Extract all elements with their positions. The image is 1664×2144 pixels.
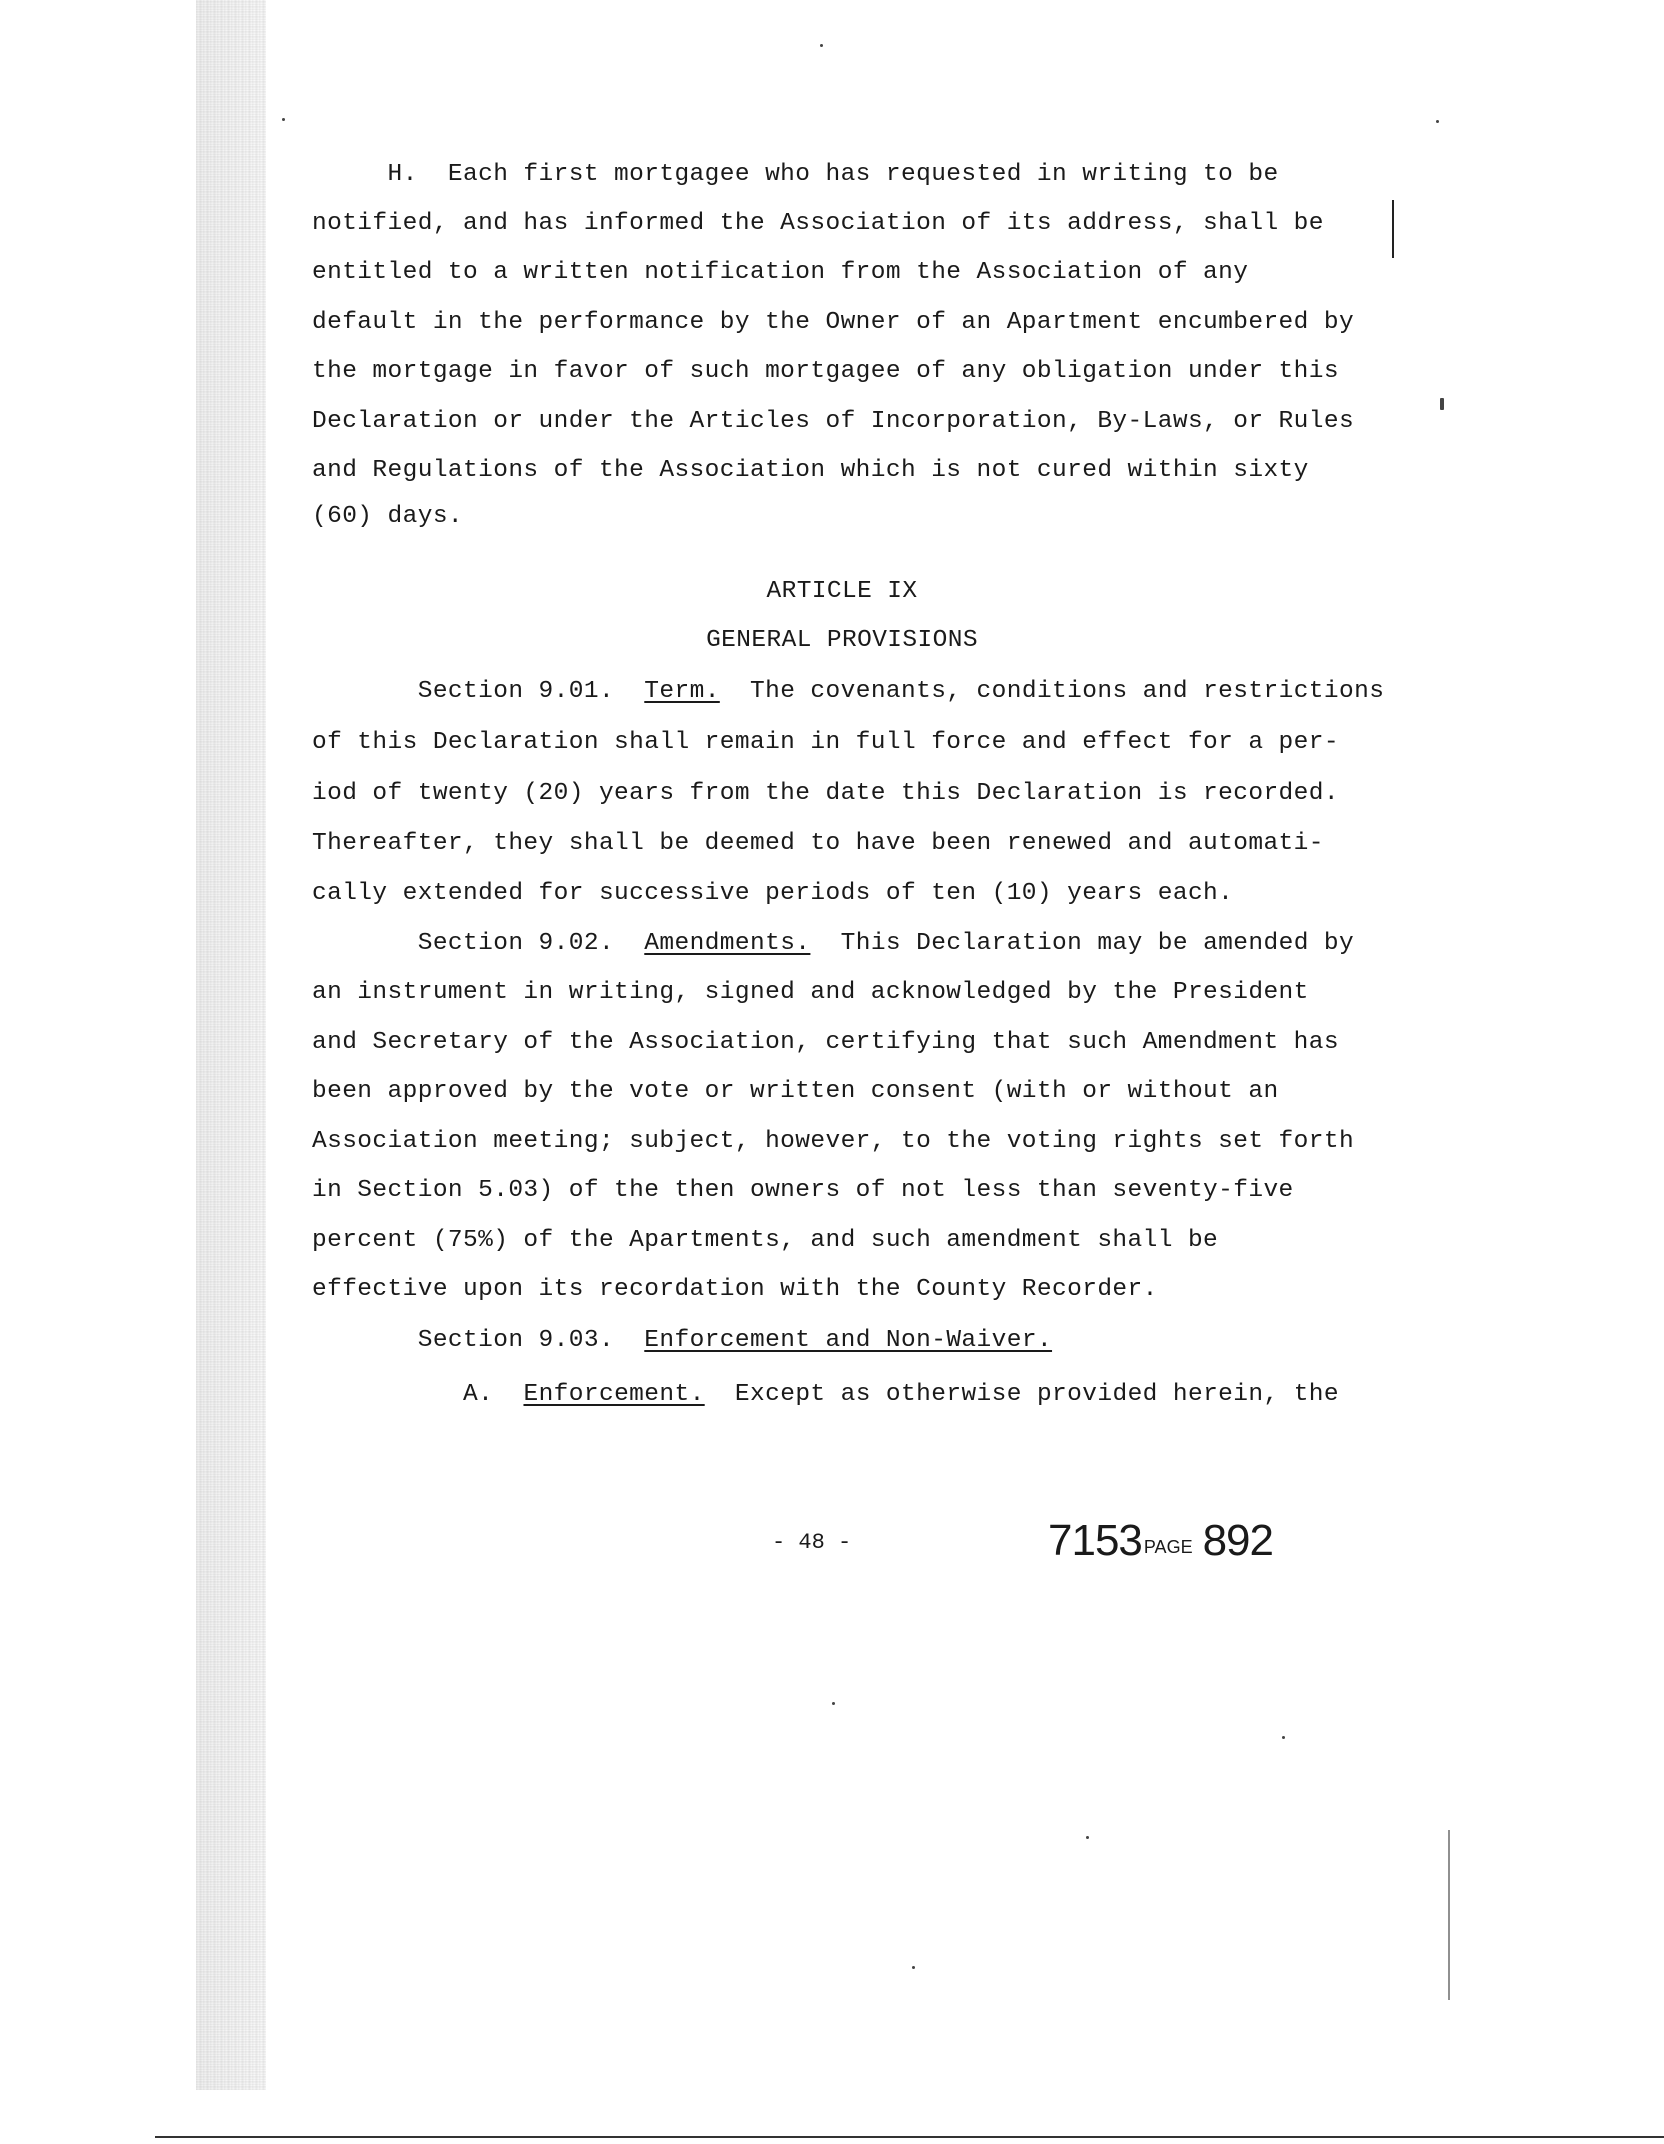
paragraph-h-line: entitled to a written notification from the Association of any [312, 259, 1249, 286]
scan-speck [1436, 120, 1439, 123]
scan-speck [1086, 1836, 1089, 1839]
section-9-02-line: been approved by the vote or written consent (with or without an [312, 1078, 1279, 1105]
section-9-01-line: Thereafter, they shall be deemed to have been renewed and automati- [312, 830, 1324, 857]
subsection-text: Except as otherwise provided herein, the [704, 1381, 1340, 1408]
article-title: GENERAL PROVISIONS [706, 627, 978, 654]
page-number: - 48 - [772, 1530, 852, 1555]
section-9-02-line: Association meeting; subject, however, to the voting rights set forth [312, 1128, 1355, 1155]
section-heading: Section 9.03. [417, 1327, 615, 1354]
section-9-01-line: cally extended for successive periods of ten (10) years each. [312, 880, 1234, 907]
paragraph-h-line: (60) days. [312, 503, 464, 530]
section-caption: Term. [644, 678, 720, 705]
section-text: The covenants, conditions and restrictions [719, 678, 1385, 705]
subsection-a-line [312, 1380, 1339, 1410]
section-9-02-first-line [312, 929, 1354, 959]
book-page-stamp [1048, 1516, 1273, 1566]
section-caption: Enforcement and Non-Waiver. [644, 1327, 1053, 1354]
book-number: 7153 [1048, 1516, 1142, 1565]
scan-speck [832, 1702, 835, 1705]
scan-speck [282, 118, 285, 121]
section-text: This Declaration may be amended by [810, 930, 1355, 957]
page-label: PAGE [1143, 1537, 1193, 1557]
section-9-02-line: effective upon its recordation with the County Recorder. [312, 1276, 1158, 1303]
section-9-01-line: of this Declaration shall remain in full force and effect for a per- [312, 729, 1339, 756]
subsection-caption: Enforcement. [523, 1381, 705, 1408]
scan-speck [820, 44, 823, 47]
section-9-03-line [312, 1326, 1052, 1356]
scan-speck [1440, 398, 1444, 410]
scan-speck [912, 1966, 915, 1969]
paragraph-h-line: and Regulations of the Association which is not cured within sixty [312, 457, 1309, 484]
scan-speck [1282, 1736, 1285, 1739]
paragraph-h-line: Declaration or under the Articles of Incorporation, By-Laws, or Rules [312, 408, 1355, 435]
section-9-01-line: iod of twenty (20) years from the date this Declaration is recorded. [312, 780, 1339, 807]
section-heading: Section 9.01. [417, 678, 615, 705]
section-heading: Section 9.02. [417, 930, 615, 957]
section-9-02-line: an instrument in writing, signed and acknowledged by the President [312, 979, 1309, 1006]
section-9-02-line: percent (75%) of the Apartments, and such amendment shall be [312, 1227, 1219, 1254]
paragraph-h-line: the mortgage in favor of such mortgagee of any obligation under this [312, 358, 1339, 385]
paragraph-h-line: default in the performance by the Owner of an Apartment encumbered by [312, 309, 1355, 336]
margin-mark [1448, 1830, 1450, 2000]
subsection-letter: A. [463, 1381, 494, 1408]
section-9-01-first-line [312, 677, 1384, 707]
section-caption: Amendments. [644, 930, 811, 957]
paragraph-h-line: notified, and has informed the Association of its address, shall be [312, 210, 1324, 237]
margin-mark [1392, 200, 1394, 258]
section-9-02-line: and Secretary of the Association, certifying that such Amendment has [312, 1029, 1339, 1056]
article-number: ARTICLE IX [766, 578, 918, 605]
book-page-number: 892 [1202, 1516, 1273, 1565]
paragraph-h-line: H. Each first mortgagee who has requested in writing to be [312, 161, 1279, 188]
scan-edge-noise [196, 0, 266, 2090]
section-9-02-line: in Section 5.03) of the then owners of not less than seventy-five [312, 1177, 1294, 1204]
bottom-rule [155, 2136, 1664, 2138]
